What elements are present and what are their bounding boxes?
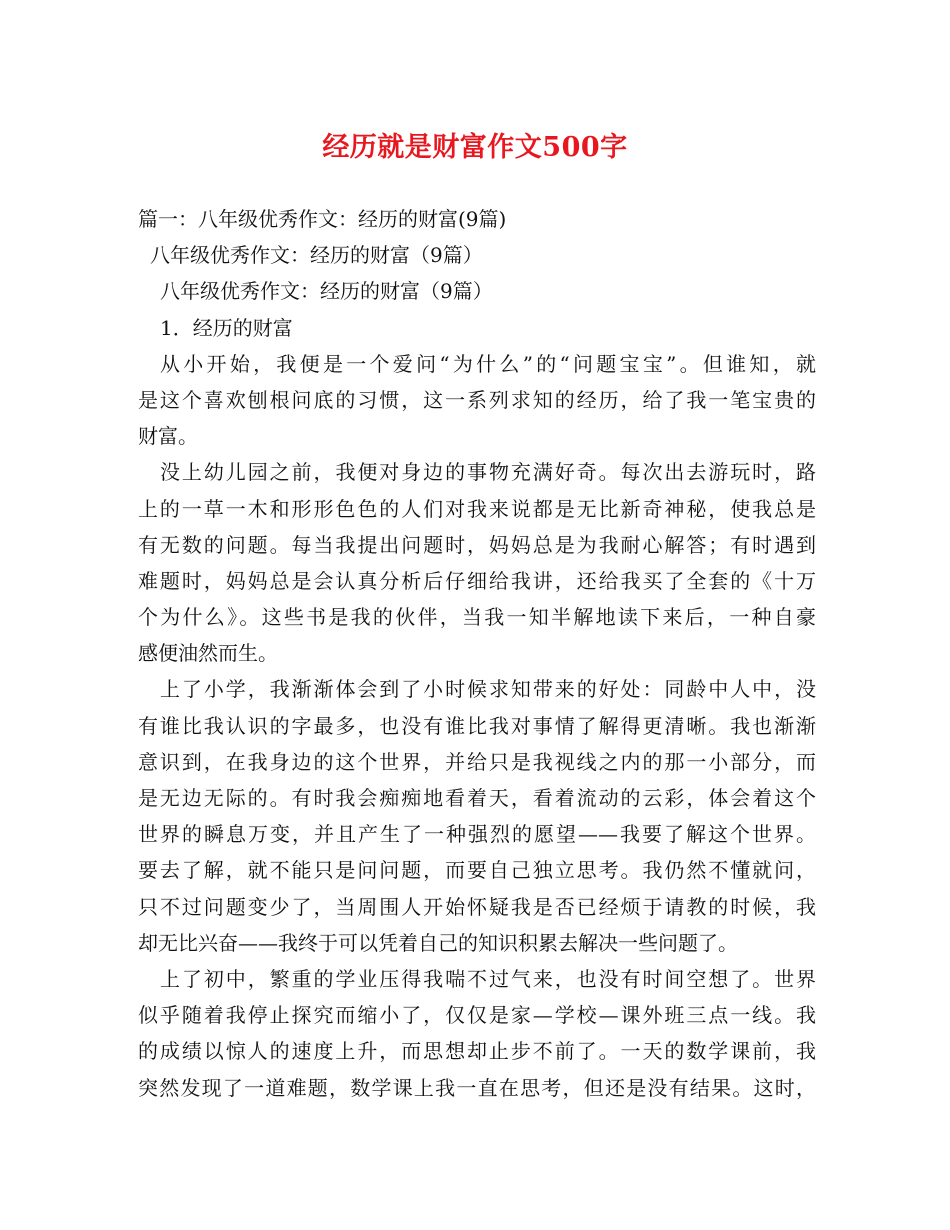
text-line: 是这个喜欢刨根问底的习惯，这一系列求知的经历，给了我一笔宝贵的 xyxy=(138,387,816,412)
text-line: 个为什么》。这些书是我的伙伴，当我一知半解地读下来后，一种自豪 xyxy=(138,605,816,630)
text-line: 难题时，妈妈总是会认真分析后仔细给我讲，还给我买了全套的《十万 xyxy=(138,568,816,593)
text-line: 世界的瞬息万变，并且产生了一种强烈的愿望——我要了解这个世界。 xyxy=(138,822,816,847)
text-line: 是无边无际的。有时我会痴痴地看着天，看着流动的云彩，体会着这个 xyxy=(138,786,816,810)
text-line: 要去了解，就不能只是问问题，而要自己独立思考。我仍然不懂就问， xyxy=(138,858,816,883)
text-line: 八年级优秀作文：经历的财富（9篇） xyxy=(150,243,483,268)
text-line: 财富。 xyxy=(138,424,198,449)
document-body xyxy=(138,201,816,1106)
text-line: 篇一：八年级优秀作文：经历的财富(9篇) xyxy=(138,207,507,231)
text-line: 有无数的问题。每当我提出问题时，妈妈总是为我耐心解答；有时遇到 xyxy=(138,532,816,557)
text-line: 从小开始，我便是一个爱问“为什么”的“问题宝宝”。但谁知，就 xyxy=(160,351,816,376)
text-line: 上的一草一木和形形色色的人们对我来说都是无比新奇神秘，使我总是 xyxy=(138,496,816,521)
text-line: 只不过问题变少了，当周围人开始怀疑我是否已经烦于请教的时候，我 xyxy=(138,894,816,919)
document-title: 经历就是财富作文500字 xyxy=(322,132,628,163)
text-line: 八年级优秀作文：经历的财富（9篇） xyxy=(160,279,493,304)
text-line: 1．经历的财富 xyxy=(160,315,293,340)
text-line: 意识到，在我身边的这个世界，并给只是我视线之内的那一小部分，而 xyxy=(138,749,816,774)
text-line: 有谁比我认识的字最多，也没有谁比我对事情了解得更清晰。我也渐渐 xyxy=(138,713,816,738)
text-line: 似乎随着我停止探究而缩小了，仅仅是家—学校—课外班三点一线。我 xyxy=(138,1003,816,1028)
text-line: 上了小学，我渐渐体会到了小时候求知带来的好处：同龄中人中，没 xyxy=(160,677,816,702)
text-line: 上了初中，繁重的学业压得我喘不过气来，也没有时间空想了。世界 xyxy=(160,966,816,991)
text-line: 突然发现了一道难题，数学课上我一直在思考，但还是没有结果。这时， xyxy=(138,1075,816,1100)
text-line: 的成绩以惊人的速度上升，而思想却止步不前了。一天的数学课前，我 xyxy=(138,1039,816,1064)
text-line: 感便油然而生。 xyxy=(138,641,278,666)
text-line: 却无比兴奋——我终于可以凭着自己的知识积累去解决一些问题了。 xyxy=(138,930,738,955)
text-line: 没上幼儿园之前，我便对身边的事物充满好奇。每次出去游玩时，路 xyxy=(160,460,816,485)
